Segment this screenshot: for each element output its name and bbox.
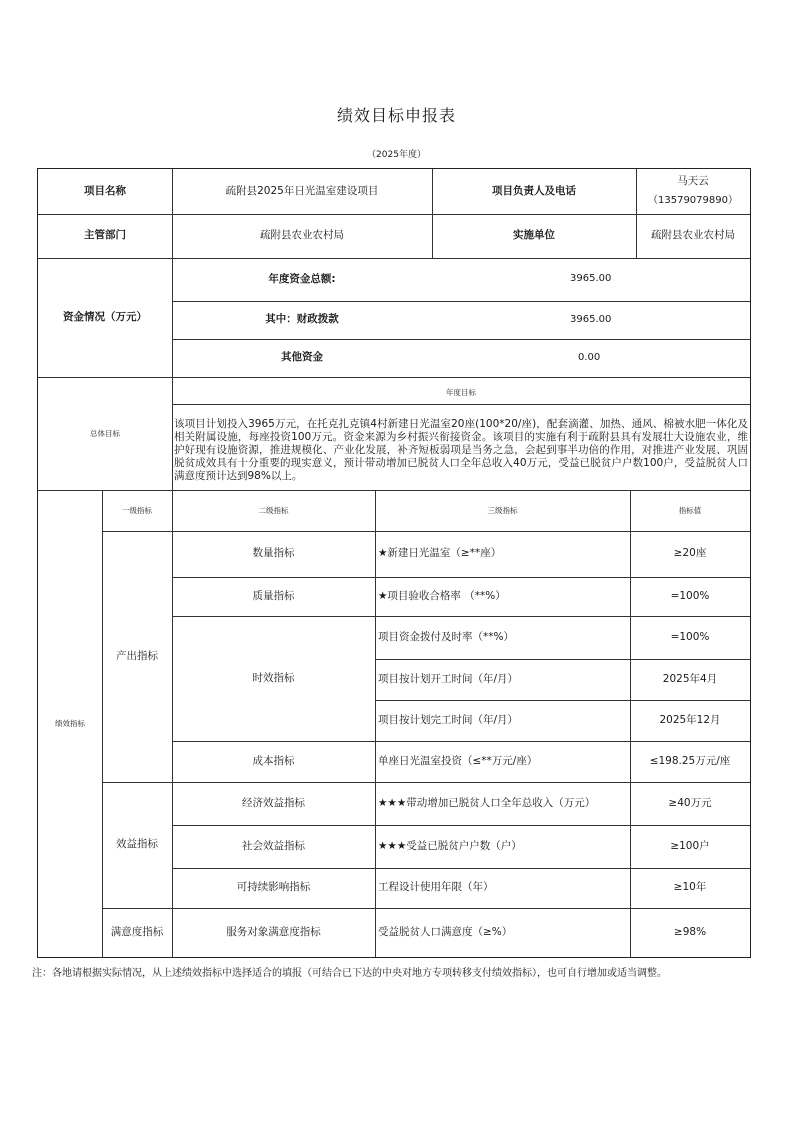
header-level2: 二级指标 — [258, 505, 289, 515]
col-divider — [375, 490, 376, 957]
timeliness-value-1: =100% — [670, 630, 710, 643]
fiscal-year: （2025年度） — [367, 150, 426, 160]
footnote: 注：各地请根据实际情况，从上述绩效指标中选择适合的填报（可结合已下达的中央对地方专项转移支付绩效指标），也可自行增加或适当调整。 — [32, 968, 667, 979]
funds-total-label: 年度资金总额: — [268, 272, 336, 285]
quantity-indicator: 数量指标 — [252, 547, 295, 560]
timeliness-level3-3: 项目按计划完工时间（年/月） — [378, 713, 519, 726]
project-name-label: 项目名称 — [84, 184, 126, 197]
satisfaction-indicators-label: 满意度指标 — [110, 925, 164, 938]
funds-total: 3965.00 — [570, 273, 612, 285]
project-name: 疏附县2025年日光温室建设项目 — [225, 184, 379, 197]
satisfaction-indicator: 服务对象满意度指标 — [226, 925, 321, 938]
economic-indicator: 经济效益指标 — [242, 796, 305, 809]
year-goal-label: 年度目标 — [446, 388, 476, 398]
dept: 疏附县农业农村局 — [260, 229, 344, 242]
performance-label: 绩效指标 — [55, 718, 85, 728]
quality-value: =100% — [670, 589, 710, 602]
quality-level3: ★项目验收合格率 （**%） — [378, 589, 506, 602]
row-divider — [172, 404, 750, 405]
social-value: ≥100户 — [670, 839, 710, 852]
social-level3: ★★★受益已脱贫户户数（户） — [378, 839, 522, 852]
contact-label: 项目负责人及电话 — [492, 184, 576, 197]
output-indicators-label: 产出指标 — [116, 649, 158, 662]
timeliness-indicator: 时效指标 — [252, 671, 295, 684]
funds-fiscal-label: 其中：财政拨款 — [265, 313, 339, 326]
timeliness-value-3: 2025年12月 — [659, 713, 721, 726]
header-level1: 一级指标 — [122, 505, 152, 515]
satisfaction-value: ≥98% — [673, 925, 707, 938]
page-title: 绩效目标申报表 — [336, 106, 456, 125]
economic-level3: ★★★带动增加已脱贫人口全年总收入（万元） — [378, 796, 596, 809]
timeliness-level3-2: 项目按计划开工时间（年/月） — [378, 672, 519, 685]
cost-level3: 单座日光温室投资（≤**万元/座） — [378, 754, 538, 767]
quantity-value: ≥20座 — [673, 547, 707, 560]
economic-value: ≥40万元 — [668, 796, 712, 809]
funds-other-label: 其他资金 — [281, 351, 323, 364]
cost-value: ≤198.25万元/座 — [649, 754, 731, 767]
header-level3: 三级指标 — [487, 505, 518, 515]
funds-fiscal: 3965.00 — [570, 313, 612, 325]
unit: 疏附县农业农村局 — [651, 229, 735, 242]
sustainable-indicator: 可持续影响指标 — [236, 881, 311, 894]
overall-goal-label: 总体目标 — [90, 428, 120, 438]
benefit-indicators-label: 效益指标 — [116, 838, 158, 851]
unit-label: 实施单位 — [513, 229, 555, 242]
timeliness-level3-1: 项目资金拨付及时率（**%） — [378, 630, 514, 643]
sustainable-value: ≥10年 — [673, 881, 707, 894]
quality-indicator: 质量指标 — [252, 589, 295, 602]
funds-label: 资金情况（万元） — [63, 310, 147, 323]
quantity-level3: ★新建日光温室（≥**座） — [378, 547, 502, 560]
sustainable-level3: 工程设计使用年限（年） — [378, 881, 494, 894]
dept-label: 主管部门 — [84, 229, 126, 242]
social-indicator: 社会效益指标 — [242, 839, 305, 852]
contact-name: 马天云 — [677, 175, 709, 188]
satisfaction-level3: 受益脱贫人口满意度（≥%） — [378, 925, 513, 938]
funds-other: 0.00 — [578, 351, 601, 363]
header-value: 指标值 — [678, 505, 702, 515]
overall-goal-text: 该项目计划投入3965万元，在托克扎克镇4村新建日光温室20座(100*20/座)，配套滴灌、加热、通风、棉被水肥一体化及相关附属设施，每座投资100万元。资金来源为乡村振兴衔接资金。该项目的实施有利于疏附县具有发展壮大设施农业，维护好现有设施资源，推进规模化、产业化发展，补齐短板弱项是当务之急，会起到事半功倍的作用，对推进产业发展、巩固脱贫成效具有十分重要的现实意义，预计带动增加已脱贫人口全年总收入40万元，受益已脱贫户户数100户，受益脱贫人口满意度预计达到98%以上。 — [174, 418, 748, 482]
contact-phone: （13579079890） — [648, 194, 738, 206]
cost-indicator: 成本指标 — [252, 754, 295, 767]
timeliness-value-2: 2025年4月 — [662, 672, 718, 685]
